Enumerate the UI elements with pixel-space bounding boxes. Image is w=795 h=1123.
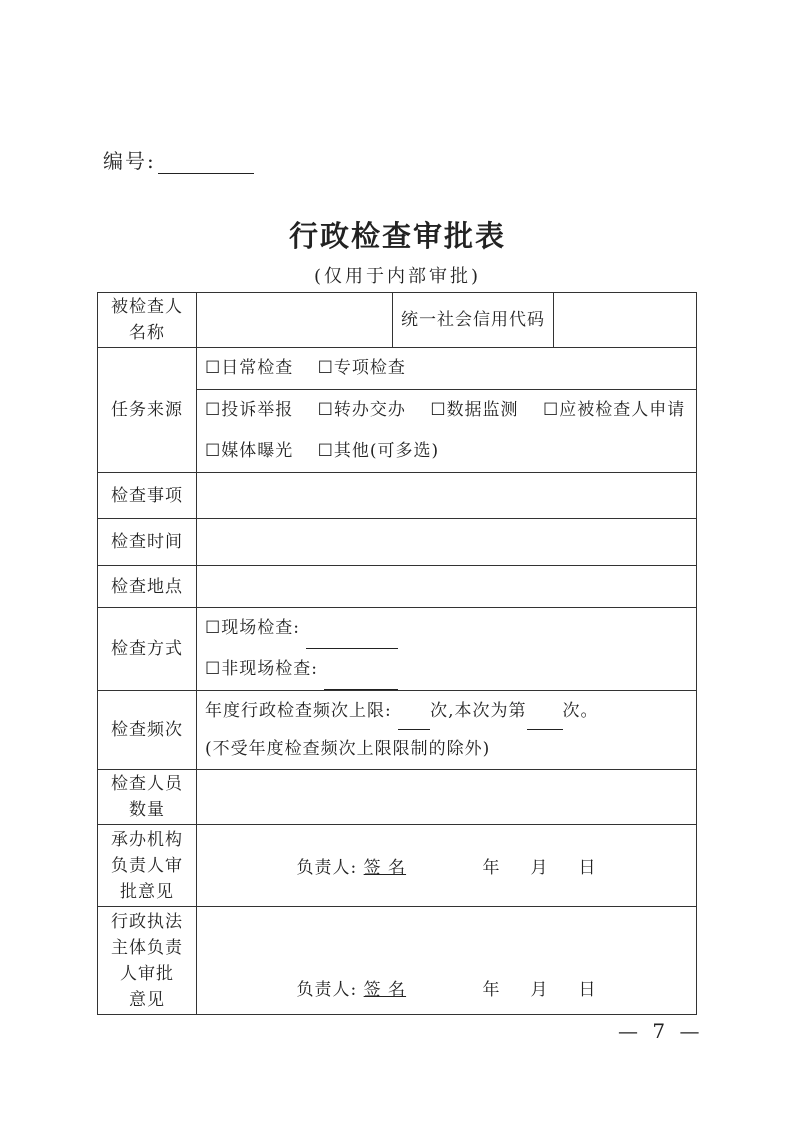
checkbox-onsite[interactable]: ☐现场检查: [197, 608, 696, 649]
label-frequency: 检查频次 [98, 691, 197, 770]
checkbox-complaint[interactable]: ☐投诉举报 [205, 400, 294, 420]
table-row-method [98, 608, 697, 691]
frequency-cell: 年度行政检查频次上限: 次,本次为第 次。 (不受年度检查频次上限限制的除外) [197, 691, 697, 770]
time-cell[interactable] [197, 519, 697, 566]
label-subject-approval: 行政执法 主体负责 人审批 意见 [98, 907, 197, 1015]
label-item: 检查事项 [98, 473, 197, 519]
checkbox-data-monitor[interactable]: ☐数据监测 [430, 400, 519, 420]
subject-signature[interactable]: 签 名 [363, 980, 407, 1000]
org-signature[interactable]: 签 名 [363, 858, 407, 878]
table-row-inspected [98, 293, 697, 348]
table-row-item [98, 473, 697, 519]
label-place: 检查地点 [98, 566, 197, 608]
credit-code-cell[interactable] [554, 293, 697, 348]
table-row-subject-approval [98, 907, 697, 1015]
checkbox-media[interactable]: ☐媒体曝光 [205, 441, 294, 461]
task-source-options [197, 348, 697, 473]
label-task-source: 任务来源 [98, 348, 197, 473]
label-staff-count: 检查人员 数量 [98, 770, 197, 825]
label-time: 检查时间 [98, 519, 197, 566]
table-row-org-approval [98, 825, 697, 907]
checkbox-transfer[interactable]: ☐转办交办 [317, 400, 406, 420]
offsite-blank[interactable] [324, 671, 398, 690]
table-row-staff-count [98, 770, 697, 825]
checkbox-other[interactable]: ☐其他(可多选) [317, 441, 440, 461]
label-org-approval: 承办机构 负责人审 批意见 [98, 825, 197, 907]
frequency-limit-blank[interactable] [398, 711, 430, 730]
checkbox-application[interactable]: ☐应被检查人申请 [542, 400, 686, 420]
serial-number-field [103, 145, 254, 174]
org-approval-cell[interactable]: 负责人: 签 名 年 月 日 [197, 825, 697, 907]
place-cell[interactable] [197, 566, 697, 608]
label-method: 检查方式 [98, 608, 197, 691]
method-options [197, 608, 697, 691]
checkbox-offsite[interactable]: ☐非现场检查: [197, 649, 696, 690]
table-row-place [98, 566, 697, 608]
staff-count-cell[interactable] [197, 770, 697, 825]
page-number: — 7 — [618, 1019, 704, 1043]
page-title: 行政检查审批表 [288, 219, 506, 253]
subject-approval-cell[interactable]: 负责人: 签 名 年 月 日 [197, 907, 697, 1015]
frequency-current-blank[interactable] [527, 711, 563, 730]
item-cell[interactable] [197, 473, 697, 519]
checkbox-special[interactable]: ☐专项检查 [317, 358, 406, 378]
frequency-note: (不受年度检查频次上限限制的除外) [205, 739, 491, 759]
checkbox-daily[interactable]: ☐日常检查 [205, 358, 294, 378]
table-row-time [98, 519, 697, 566]
serial-blank[interactable] [158, 153, 254, 174]
onsite-blank[interactable] [306, 630, 398, 649]
credit-code-label: 统一社会信用代码 [393, 293, 554, 348]
inspected-name-cell[interactable] [197, 293, 393, 348]
label-inspected: 被检查人 名称 [98, 293, 197, 348]
approval-form-table [97, 292, 697, 1015]
page-subtitle: (仅用于内部审批) [313, 266, 482, 287]
serial-label: 编号: [103, 149, 156, 173]
table-row-frequency [98, 691, 697, 770]
table-row-task-source [98, 348, 697, 473]
